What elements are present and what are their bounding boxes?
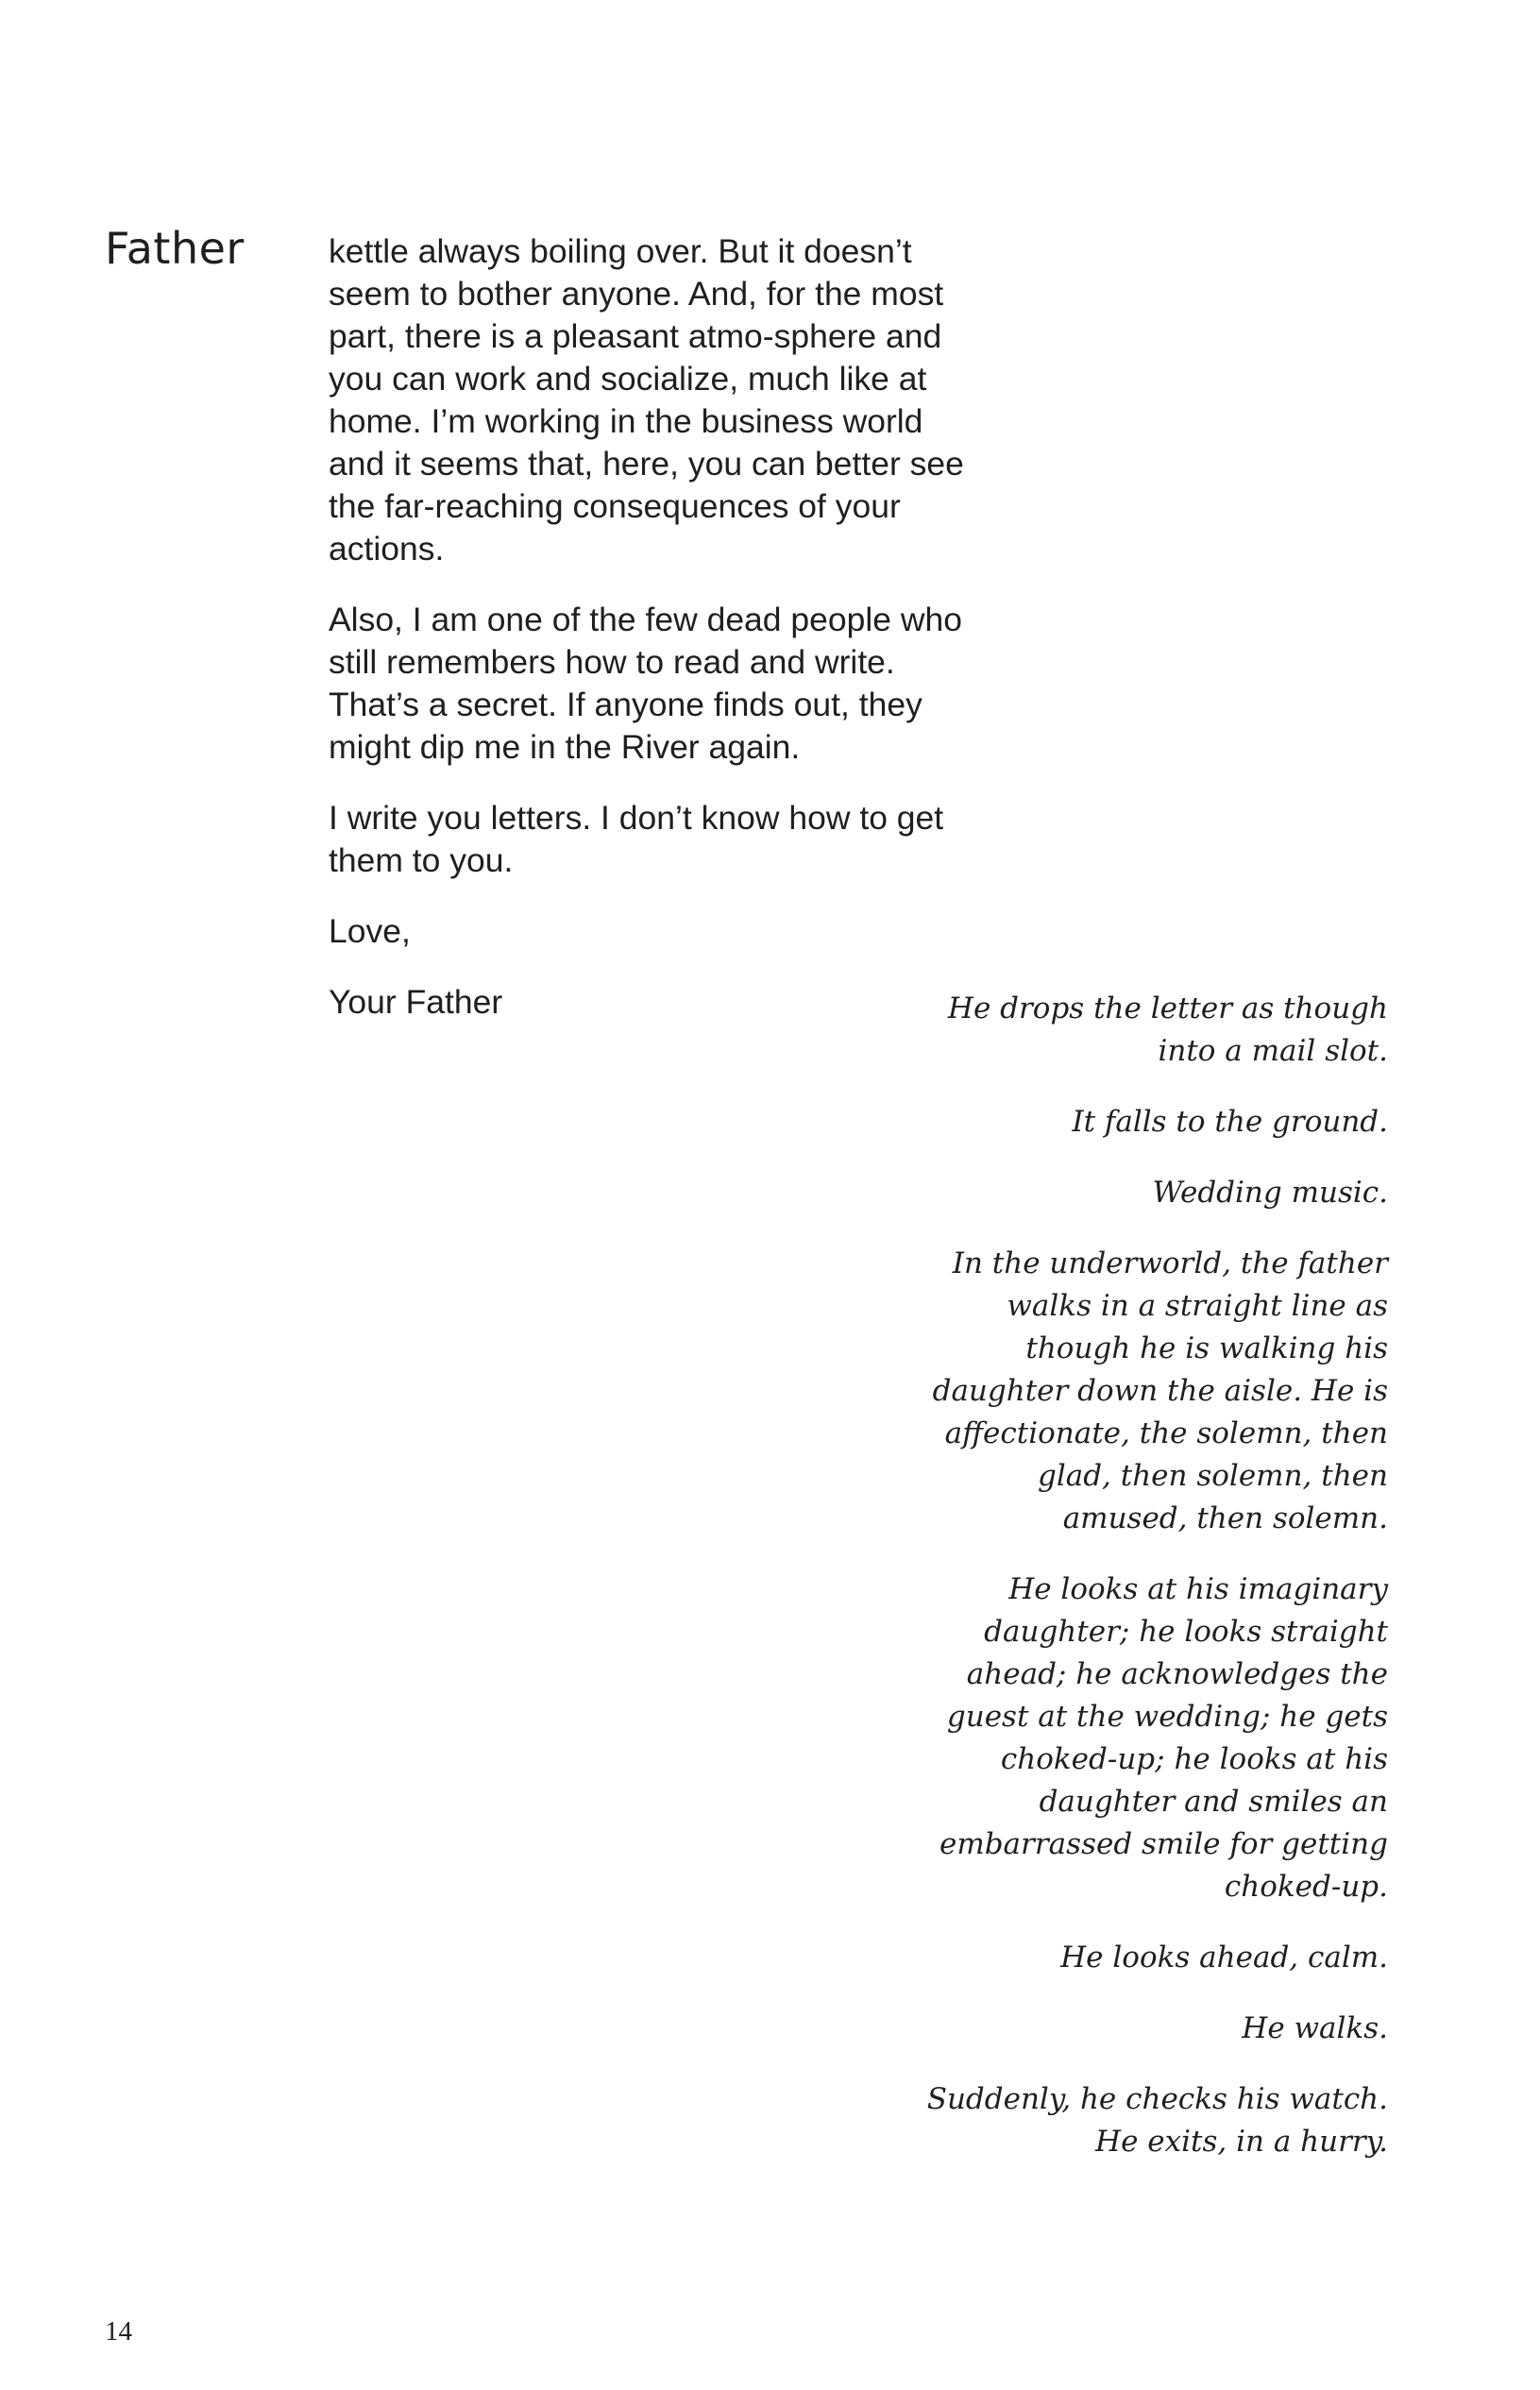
dialogue-paragraph-1: kettle always boiling over. But it doesn’t seem to bother anyone. And, for the most part, there is a pleasant atmo-sphere and you can work and socialize, much like at home. I’m working in the business world and it seems that, here, you can better see the far-reaching consequences of your actions. [329,232,964,568]
stage-direction-5: He looks at his imaginary daughter; he looks straight ahead; he acknowledges the guest at the wedding; he gets choked-up; he looks at his daughter and smiles an embarrassed smile for getting choked-up. [939,1572,1388,1904]
stage-direction-6: He looks ahead, calm. [1060,1941,1388,1975]
stage-direction-4: In the underworld, the father walks in a straight line as though he is walking his daughter down the aisle. He is affectionate, the solemn, then glad, then solemn, then amused, then solemn. [932,1246,1388,1535]
page-number: 14 [105,2316,132,2347]
dialogue-signature: Your Father [329,983,503,1021]
dialogue-paragraph-3: I write you letters. I don’t know how to get them to you. [329,799,944,879]
dialogue-paragraph-2: Also, I am one of the few dead people who still remembers how to read and write. That’s a secret. If anyone finds out, they might dip me in the River again. [329,601,962,766]
dialogue-closing: Love, [329,912,411,950]
stage-direction-3: Wedding music. [1152,1176,1388,1210]
speaker-name: Father [105,223,245,274]
stage-direction-1: He drops the letter as though into a mail slot. [947,992,1388,1068]
stage-directions [916,988,1388,2192]
dialogue-block [329,230,971,1052]
stage-direction-8: Suddenly, he checks his watch. He exits, in a hurry. [926,2082,1388,2159]
stage-direction-2: It falls to the ground. [1072,1105,1388,1139]
stage-direction-7: He walks. [1242,2011,1388,2045]
